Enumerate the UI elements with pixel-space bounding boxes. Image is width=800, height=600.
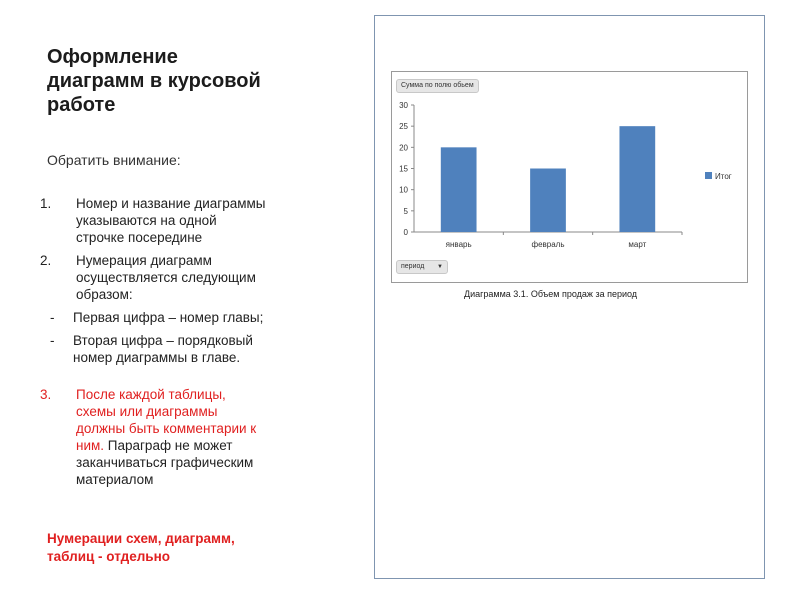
dash-item-1	[30, 309, 320, 326]
y-tick-label: 20	[399, 143, 408, 153]
list-item-2	[30, 252, 320, 303]
x-tick-label: февраль	[531, 240, 565, 249]
dash-line: Вторая цифра – порядковый	[73, 333, 253, 348]
dash-line: номер диаграммы в главе.	[73, 350, 241, 365]
pivot-chart	[391, 71, 748, 283]
list-line: схемы или диаграммы	[76, 404, 218, 419]
chart-caption: Диаграмма 3.1. Объем продаж за период	[464, 289, 638, 299]
x-tick-label: январь	[445, 240, 472, 249]
note-line-1: Нумерации схем, диаграмм,	[47, 531, 235, 546]
field-button-label: Сумма по полю обьем	[401, 82, 474, 89]
numbering-note	[47, 530, 327, 566]
list-line: строчке посередине	[76, 230, 203, 245]
red-tail: ним.	[76, 438, 105, 453]
dash-item-2	[30, 332, 320, 366]
chevron-down-icon: ▼	[437, 264, 443, 270]
legend-swatch	[705, 172, 712, 179]
x-tick-label: март	[628, 240, 647, 249]
dash-mark: -	[50, 310, 55, 325]
list-item-1	[30, 195, 320, 246]
bar	[530, 169, 566, 233]
list-item-3	[30, 386, 320, 488]
title-line-1: Оформление	[47, 46, 178, 68]
list-line: образом:	[76, 287, 133, 302]
y-tick-label: 15	[399, 164, 408, 174]
y-tick-label: 10	[399, 185, 408, 195]
y-tick-label: 0	[403, 228, 408, 237]
list-line-mixed	[76, 437, 320, 454]
title-line-2: диаграмм в курсовой	[47, 70, 261, 92]
legend-label: Итог	[715, 172, 732, 181]
title-line-3: работе	[47, 94, 116, 116]
list-line: заканчиваться графическим	[76, 455, 254, 470]
list-line: После каждой таблицы,	[76, 387, 226, 402]
slide-title	[47, 45, 347, 117]
y-tick-label: 5	[403, 206, 408, 216]
list-line: указываются на одной	[76, 213, 217, 228]
list-number: 2.	[40, 253, 52, 268]
field-button[interactable]	[396, 79, 479, 93]
dash-mark: -	[50, 333, 55, 348]
bar	[619, 126, 655, 232]
list-line: Номер и название диаграммы	[76, 196, 266, 211]
dash-line: Первая цифра – номер главы;	[73, 310, 264, 325]
black-tail: Параграф не может	[104, 438, 233, 453]
attention-label: Обратить внимание:	[47, 152, 181, 168]
period-button-label: период	[401, 263, 425, 270]
list-line: должны быть комментарии к	[76, 421, 257, 436]
note-line-2: таблиц - отдельно	[47, 549, 170, 564]
list-number: 1.	[40, 196, 52, 211]
bar	[441, 147, 477, 232]
chart-svg	[392, 72, 747, 282]
y-tick-label: 25	[399, 122, 408, 132]
list-line: осуществляется следующим	[76, 270, 256, 285]
list-line: материалом	[76, 472, 154, 487]
requirements-list	[30, 195, 320, 488]
list-line: Нумерация диаграмм	[76, 253, 212, 268]
list-number: 3.	[40, 387, 52, 402]
period-filter-button[interactable]	[396, 260, 448, 274]
y-tick-label: 30	[399, 101, 408, 110]
